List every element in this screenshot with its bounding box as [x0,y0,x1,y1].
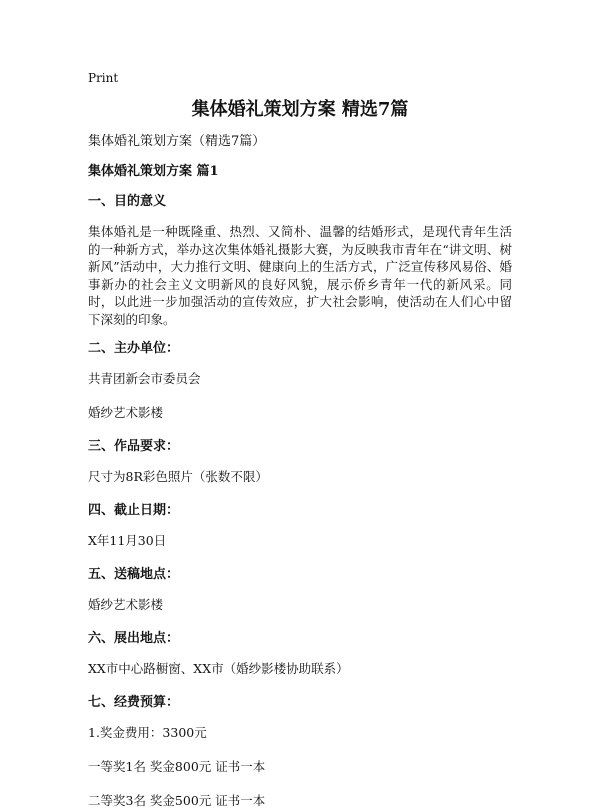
document-subtitle: 集体婚礼策划方案（精选7篇） [88,134,266,149]
budget-line: 一等奖1名 奖金800元 证书一本 [88,759,266,774]
budget-line: 二等奖3名 奖金500元 证书一本 [88,793,266,808]
submission-line: 婚纱艺术影楼 [88,597,164,612]
heading-budget: 七、经费预算： [88,695,180,710]
paragraph-purpose: 集体婚礼是一种既隆重、热烈、又简朴、温馨的结婚形式，是现代青年生活的一种新方式，举办这次集体婚礼摄影大赛，为反映我市青年在“讲文明、树新风”活动中，大力推行文明、健康向上的生活方式，广泛宣传移风易俗、婚事新办的社会主义文明新风的良好风貌，展示侨乡青年一代的新风采。同时，以此进一步加强活动的宣传效应，扩大社会影响，使活动在人们心中留下深刻的印象。 [88,224,512,327]
deadline-line: X年11月30日 [88,533,167,548]
section-title: 集体婚礼策划方案 篇1 [88,164,219,179]
heading-purpose: 一、目的意义 [88,194,167,209]
heading-exhibition: 六、展出地点： [88,631,180,646]
requirements-line: 尺寸为8R彩色照片（张数不限） [88,469,268,484]
heading-requirements: 三、作品要求： [88,439,180,454]
document-title: 集体婚礼策划方案 精选7篇 [191,99,409,120]
budget-line: 1.奖金费用：3300元 [88,725,207,740]
organizer-line: 共青团新会市委员会 [88,371,201,386]
heading-submission: 五、送稿地点： [88,567,180,582]
print-link[interactable]: Print [88,71,119,85]
heading-organizer: 二、主办单位： [88,341,180,356]
exhibition-line: XX市中心路橱窗、XX市（婚纱影楼协助联系） [88,661,349,676]
organizer-line: 婚纱艺术影楼 [88,405,164,420]
heading-deadline: 四、截止日期： [88,503,180,518]
